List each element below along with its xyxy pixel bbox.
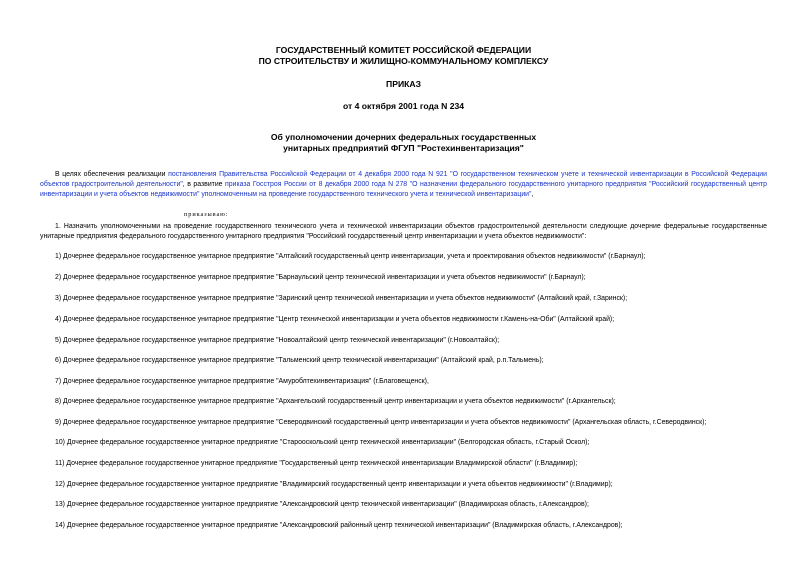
- list-item: 14) Дочернее федеральное государственное унитарное предприятие "Александровский районный центр технической инвентаризации" (Владимирская область, г.Александров);: [55, 522, 623, 529]
- preamble-text: , в развитие: [182, 181, 226, 188]
- list-item: 8) Дочернее федеральное государственное унитарное предприятие "Архангельский государственный центр инвентаризации и учета объектов недвижимости" (г.Архангельск);: [55, 398, 616, 405]
- order-word: приказываю:: [184, 211, 229, 218]
- list-item: 13) Дочернее федеральное государственное унитарное предприятие "Александровский центр технической инвентаризации" (Владимирская область, г.Александров);: [55, 501, 589, 508]
- list-item: 4) Дочернее федеральное государственное унитарное предприятие "Центр технической инвентаризации и учета объектов недвижимости г.Камень-на-Оби" (Алтайский край);: [55, 316, 615, 323]
- agency-name-line2: ПО СТРОИТЕЛЬСТВУ И ЖИЛИЩНО-КОММУНАЛЬНОМУ КОМПЛЕКСУ: [258, 56, 549, 66]
- list-item: 3) Дочернее федеральное государственное унитарное предприятие "Заринский центр технической инвентаризации и учета объектов недвижимости" (Алтайский край, г.Заринск);: [55, 295, 628, 302]
- document-date-number: от 4 октября 2001 года N 234: [342, 101, 465, 111]
- preamble: [40, 170, 767, 200]
- list-item: 6) Дочернее федеральное государственное унитарное предприятие "Тальменский центр технической инвентаризации" (Алтайский край, р.п.Тальмень);: [55, 357, 544, 364]
- document-type: ПРИКАЗ: [386, 79, 421, 89]
- list-item: 1) Дочернее федеральное государственное унитарное предприятие "Алтайский государственный центр инвентаризации, учета и проектирования объектов недвижимости" (г.Барнаул);: [55, 253, 646, 260]
- preamble-text: В целях обеспечения реализации: [55, 171, 169, 178]
- document-subject-line2: унитарных предприятий ФГУП "Ростехинвентаризация": [283, 143, 524, 153]
- gosstroy-order-link[interactable]: приказа Госстроя России от 8 декабря 2000 года N 278 "О назначении федерального государственного унитарного предприятия "Российский государственный центр инвентаризации и учета объектов недвижимости" уполномоченным на проведение государственного технического учета и технической инвентаризации": [40, 181, 767, 198]
- government-decree-link[interactable]: постановления Правительства Российской Федерации от 4 декабря 2000 года N 921 "О государственном техническом учете и технической инвентаризации в Российской Федерации объектов градостроительной деятельности": [40, 171, 767, 188]
- point-1: 1. Назначить уполномоченными на проведение государственного технического учета и технической инвентаризации объектов градостроительной деятельности следующие дочерние федеральные государственные унитарные предприятия федерального государственного унитарного предприятия "Российский государственный центр инвентаризации и учета объектов недвижимости":: [40, 223, 767, 240]
- list-item: 11) Дочернее федеральное государственное унитарное предприятие "Государственный центр технической инвентаризации Владимирской области" (г.Владимир);: [55, 460, 578, 467]
- list-item: 12) Дочернее федеральное государственное унитарное предприятие "Владимирский государственный центр инвентаризации и учета объектов недвижимости" (г.Владимир);: [55, 481, 613, 488]
- list-item: 9) Дочернее федеральное государственное унитарное предприятие "Северодвинский государственный центр инвентаризации и учета объектов недвижимости" (Архангельская область, г.Северодвинск);: [55, 419, 707, 426]
- document-subject-line1: Об уполномочении дочерних федеральных государственных: [270, 132, 537, 142]
- preamble-text: ,: [531, 191, 534, 198]
- list-item: 10) Дочернее федеральное государственное унитарное предприятие "Старооскольский центр технической инвентаризации" (Белгородская область, г.Старый Оскол);: [55, 439, 590, 446]
- agency-name-line1: ГОСУДАРСТВЕННЫЙ КОМИТЕТ РОССИЙСКОЙ ФЕДЕРАЦИИ: [275, 45, 532, 55]
- list-item: 2) Дочернее федеральное государственное унитарное предприятие "Барнаульский центр технической инвентаризации и учета объектов недвижимости" (г.Барнаул);: [55, 274, 586, 281]
- list-item: 7) Дочернее федеральное государственное унитарное предприятие "Амуроблтехинвентаризация" (г.Благовещенск),: [55, 378, 429, 385]
- list-item: 5) Дочернее федеральное государственное унитарное предприятие "Новоалтайский центр технической инвентаризации" (г.Новоалтайск);: [55, 337, 500, 344]
